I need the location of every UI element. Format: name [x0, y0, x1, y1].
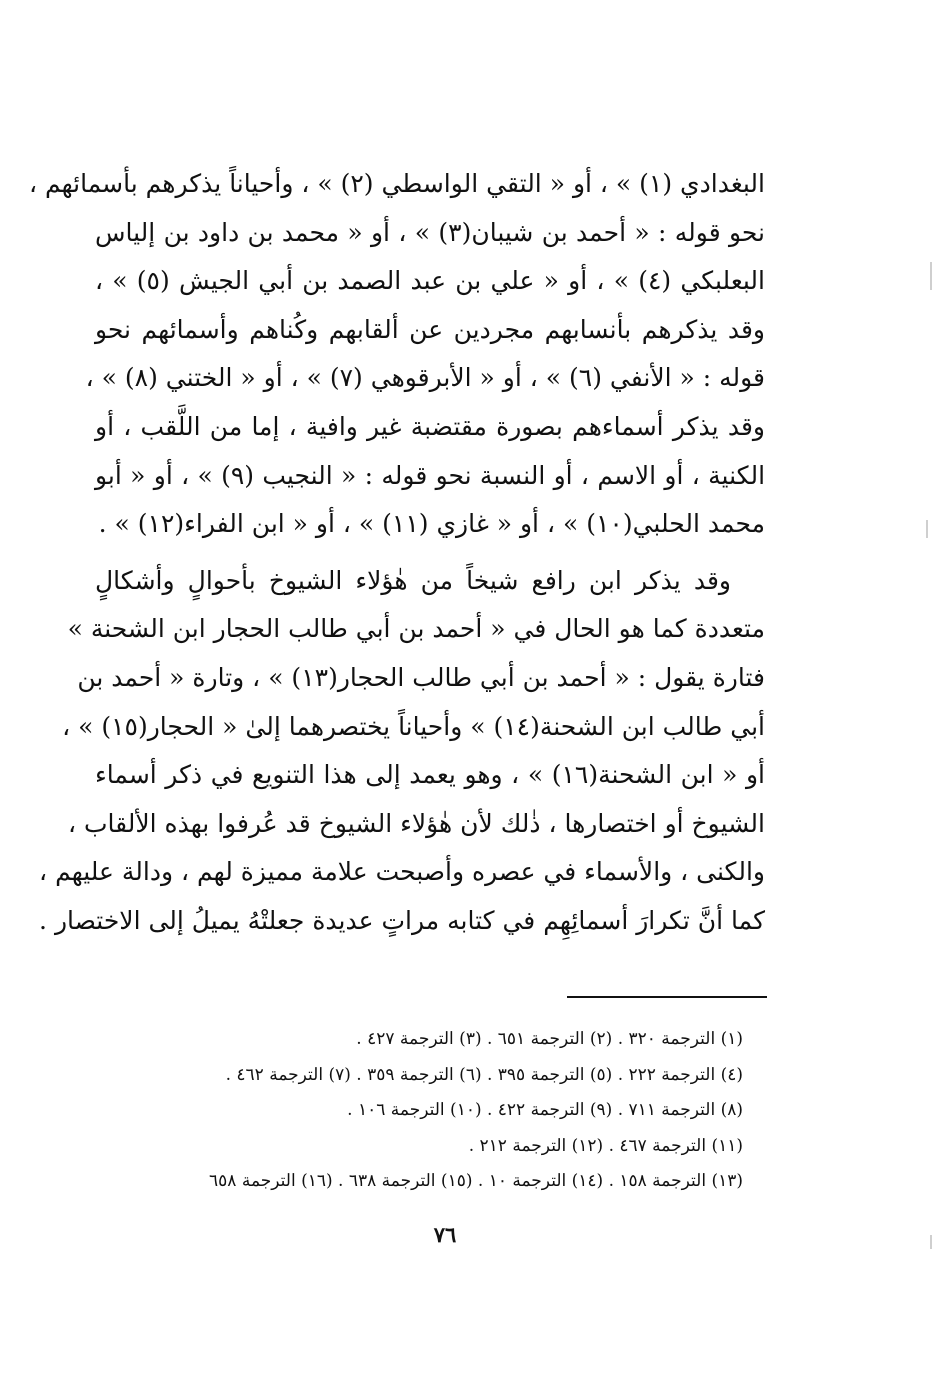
scan-margin-mark [930, 262, 932, 290]
text-line: وقد يذكر ابن رافع شيخاً من هٰؤلاء الشيوخ بأحوالٍ وأشكالٍ [95, 565, 731, 595]
text-line: أو « ابن الشحنة(١٦) » ، وهو يعمد إلى هذا التنويع في ذكر أسماء [95, 760, 766, 790]
footnote-line: (١) الترجمة ٣٢٠ . (٢) الترجمة ٦٥١ . (٣) الترجمة ٤٢٧ . [356, 1029, 743, 1049]
footnotes [95, 1022, 743, 1200]
text-line: والكنى ، والأسماء في عصره وأصبحت علامة مميزة لهم ، ودالة عليهم ، [39, 857, 765, 887]
footnote-separator [567, 996, 767, 998]
scan-margin-mark [930, 1235, 932, 1249]
text-line: البغدادي (١) » ، أو « التقي الواسطي (٢) » ، وأحياناً يذكرهم بأسمائهم ، [28, 169, 765, 198]
text-line: قوله : « الأنفي (٦) » ، أو « الأبرقوهي (٧) » ، أو « الختني (٨) » ، [85, 363, 765, 393]
footnote-line: (٤) الترجمة ٢٢٢ . (٥) الترجمة ٣٩٥ . (٦) الترجمة ٣٥٩ . (٧) الترجمة ٤٦٢ . [225, 1064, 743, 1085]
scan-margin-mark [926, 520, 928, 538]
footnote-line: (١١) الترجمة ٤٦٧ . (١٢) الترجمة ٢١٢ . [468, 1135, 743, 1156]
text-line: محمد الحلبي(١٠) » ، أو « غازي (١١) » ، أو « ابن الفراء(١٢) » . [98, 509, 765, 539]
paragraph-2 [39, 557, 766, 946]
text-line: وقد يذكر أسماءهم بصورة مقتضبة غير وافية ، إما من اللَّقب ، أو [95, 411, 765, 441]
footnote-line: (٨) الترجمة ٧١١ . (٩) الترجمة ٤٢٢ . (١٠) الترجمة ١٠٦ . [347, 1100, 743, 1120]
text-line: وقد يذكرهم بأنسابهم مجردين عن ألقابهم وكُناهم وأسمائهم نحو [95, 314, 765, 344]
text-line: متعددة كما هو الحال في « أحمد بن أبي طالب الحجار ابن الشحنة » [67, 614, 765, 644]
main-text [28, 160, 766, 946]
text-line: فتارة يقول : « أحمد بن أبي طالب الحجار(١٣) » ، وتارة « أحمد بن [77, 662, 765, 692]
text-line: نحو قوله : « أحمد بن شيبان(٣) » ، أو « محمد بن داود بن إلياس [95, 217, 766, 247]
footnote-line: (١٣) الترجمة ١٥٨ . (١٤) الترجمة ١٠ . (١٥) الترجمة ٦٣٨ . (١٦) الترجمة ٦٥٨ [209, 1171, 743, 1191]
text-line: البعلبكي (٤) » ، أو « علي بن عبد الصمد بن أبي الجيش (٥) » ، [95, 266, 765, 296]
paragraph-1 [28, 160, 766, 549]
text-line: الشيوخ أو اختصارها ، ذٰلك لأن هٰؤلاء الشيوخ قد عُرفوا بهذه الألقاب ، [67, 808, 765, 838]
text-line: أبي طالب ابن الشحنة(١٤) » وأحياناً يختصرهما إلىٰ « الحجار(١٥) » ، [62, 711, 765, 741]
page-number: ٧٦ [433, 1222, 457, 1247]
text-line: كما أنَّ تكرارَ أسمائِهِم في كتابه مراتٍ عديدة جعلتْهُ يميلُ إلى الاختصار . [39, 905, 765, 935]
text-line: الكنية ، أو الاسم ، أو النسبة نحو قوله : « النجيب (٩) » ، أو « أبو [95, 460, 766, 490]
